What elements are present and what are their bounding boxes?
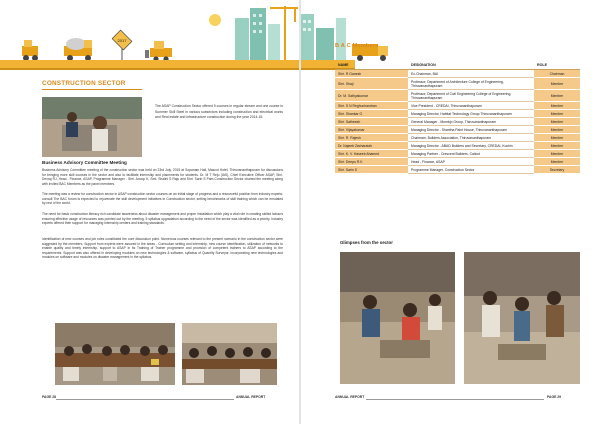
member-name: Shri. Vijayakumar <box>335 126 408 134</box>
footer-label-right: ANNUAL REPORT <box>335 395 365 399</box>
building-shape <box>336 18 346 63</box>
table-row <box>335 134 580 142</box>
meeting-paragraph-1: Business Advisory Committee meeting of the construction sector was held on 23rd July, 2015 at Sopanam Hall, Mascot Hotel, Thiruvananthapuram for discussions for bringing more skill courses in the sector and also to facilitate internship and placements for students. Dr. M T Reju (IAS), Chief Executive Officer ASAP, Shri. Devraj RJ, Head - Finance, ASAP, Programme Manager - Shri. Anoop K, Smt. Shalini S Raju and Shri. Sarin S Pam-Construction Sector chaired the meeting along with invited BAC Members as the panel members. <box>42 168 283 186</box>
member-name: Shri. S N Reghuchandran <box>335 102 408 110</box>
member-name: Dr. M. Sathyakumar <box>335 90 408 102</box>
member-role: Member <box>534 126 580 134</box>
meeting-paragraph-3: The need for basic construction literacy rich candidate awareness about disaster management and proper installation which play a vital role in creating skilled labours ensuring effective usage of resources was pointed out by the meeting. 5 syllabus upgradation according to the need of the sector was identified as a priority. Industry experts offered their support for managing internship centers and training standards. <box>42 212 283 225</box>
table-row <box>335 102 580 110</box>
member-role: Member <box>534 90 580 102</box>
table-row <box>335 70 580 78</box>
photo-inspection <box>42 97 142 157</box>
member-designation: Chairman, Builders Association, Thiruvananthapuram <box>408 134 534 142</box>
footer-rule-right <box>366 399 544 400</box>
table-row <box>335 90 580 102</box>
table-row <box>335 142 580 150</box>
member-role: Secretary <box>534 166 580 174</box>
glimpse-photo-2 <box>464 252 580 384</box>
building-shape <box>235 18 249 63</box>
bulldozer-icon <box>145 41 172 62</box>
member-designation: Managing Director, Habitat Technology Group Thiruvananthapuram <box>408 110 534 118</box>
table-row <box>335 118 580 126</box>
table-row <box>335 166 580 174</box>
glimpses-heading: Glimpses from the sector <box>340 240 393 245</box>
table-title: B A C Members <box>335 43 379 49</box>
member-name: Shri. Shaji <box>335 78 408 90</box>
member-designation: Managing Director - Shantha Paint House, Thiruvananthapuram <box>408 126 534 134</box>
member-role: Member <box>534 142 580 150</box>
building-shape <box>300 14 314 63</box>
member-designation: General Manager - Mumbjo Group, Thiruvananthapuram <box>408 118 534 126</box>
mixer-truck-icon <box>64 38 92 61</box>
page-spine <box>299 0 301 424</box>
member-role: Member <box>534 102 580 110</box>
bac-members-table <box>335 61 580 174</box>
building-shape <box>268 24 280 63</box>
meeting-paragraph-4: Identification of new courses and job roles constituted the core discussion point. Numerous courses relevant to the present scenario in the construction sector were suggested by the members. Support from experts were assured in the areas - Curriculum setting and internship, new course identification, utilization of networks to enable quality and timely internship, support to ASAP in its Training of Trainer programme and provision of competent trainers to ASAP according to the requirements. Support was also offered in developing modules on new technologies & software, syllabus of Quantity Surveyor, incorporating new technologies and modules on software and modules on disaster management in the syllabus. <box>42 237 283 259</box>
member-designation: Professor, Department of Civil Engineering College of Engineering, Thiruvananthapuram <box>408 90 534 102</box>
member-role: Member <box>534 158 580 166</box>
member-designation: Ex-Chairman, BAI <box>408 70 534 78</box>
column-header-role: ROLE <box>534 61 580 70</box>
table-row <box>335 158 580 166</box>
building-shape <box>316 28 334 63</box>
table-body <box>335 70 580 174</box>
table-row <box>335 78 580 90</box>
table-row <box>335 126 580 134</box>
member-role: Member <box>534 134 580 142</box>
page-title: CONSTRUCTION SECTOR <box>42 80 126 87</box>
member-designation: Managing Director - ABAD Builders and Secretary, CREDAI, Kochin <box>408 142 534 150</box>
member-name: Shri. Satheesh <box>335 118 408 126</box>
sun-icon <box>209 14 221 26</box>
photo-meeting-2 <box>182 323 277 385</box>
svg-text:2017: 2017 <box>117 38 127 43</box>
meeting-paragraph-2: The meeting was a review for construction sector in ASAP construction sector courses on an initial stage of progress and a resourceful position from industry experts; consult The BAC forum is expected to rejuvenate the skill development initiatives in Construction sector, setting benchmarks of skill training which can be emulated by rest of the world. <box>42 192 283 205</box>
glimpse-photo-1 <box>340 252 455 384</box>
member-designation: Vice President - CREDAI, Thiruvananthapuram <box>408 102 534 110</box>
excavator-icon <box>22 40 38 61</box>
footer-page-right: PAGE 29 <box>547 395 562 399</box>
column-header-designation: DESIGNATION <box>408 61 534 70</box>
member-name: Shri. Deepu R.K <box>335 158 408 166</box>
footer-label-left: ANNUAL REPORT <box>236 395 266 399</box>
warning-sign-icon <box>112 30 132 62</box>
member-name: Shri. R. Rajesh <box>335 134 408 142</box>
intro-paragraph: The ASAP Construction Sector offered 5 courses in regular stream and one course in Summer Skill Steel in various subsectors including construction and electrical works and Real estate and infrastructure construction during the year 2014-15. <box>155 104 283 120</box>
member-role: Member <box>534 110 580 118</box>
member-role: Member <box>534 150 580 158</box>
member-designation: Programme Manager, Construction Sector <box>408 166 534 174</box>
table-row <box>335 150 580 158</box>
table-header-row <box>335 61 580 70</box>
member-role: Chairman <box>534 70 580 78</box>
member-designation: Head - Finance, ASAP <box>408 158 534 166</box>
member-designation: Professor, Department of Architecture College of Engineering, Thiruvananthapuram <box>408 78 534 90</box>
table-row <box>335 110 580 118</box>
footer-page-left: PAGE 28 <box>42 395 57 399</box>
footer-rule-left <box>56 399 234 400</box>
member-name: Shri. Sarin S <box>335 166 408 174</box>
member-role: Member <box>534 78 580 90</box>
photo-meeting <box>55 323 175 385</box>
member-name: Dr. Najeeb Zacharaiah <box>335 142 408 150</box>
ground-band <box>0 60 355 68</box>
building-shape <box>250 8 266 63</box>
meeting-heading: Business Advisory Committee Meeting <box>42 160 127 165</box>
title-underline <box>42 89 142 90</box>
member-designation: Managing Partner - Crescent Builders, Calicut <box>408 150 534 158</box>
column-header-name: NAME <box>335 61 408 70</box>
member-role: Member <box>534 118 580 126</box>
member-name: Shri. R Ganesh <box>335 70 408 78</box>
member-name: Shri. Shankar G <box>335 110 408 118</box>
member-name: Shri. K. V. Haseeb Ahamed <box>335 150 408 158</box>
